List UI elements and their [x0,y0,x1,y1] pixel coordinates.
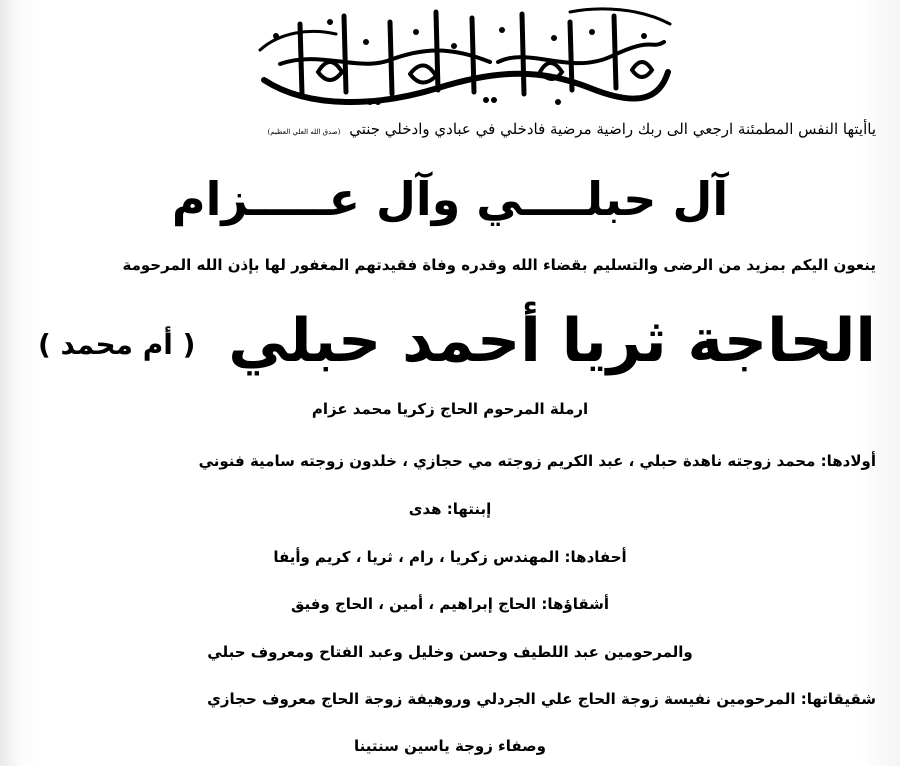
deceased-kunya: ( أم محمد ) [37,327,196,361]
deceased-line [37,306,876,376]
widow-of-line: ارملة المرحوم الحاج زكريا محمد عزام [311,400,589,418]
grandchildren-line: أحفادها: المهندس زكريا ، رام ، ثريا ، كريم وأيفا [273,548,627,566]
quran-verse-line [40,120,876,138]
calligraphy-header-image [240,2,680,114]
sons-line: أولادها: محمد زوجته ناهدة حبلي ، عبد الكريم زوجته مي حجازي ، خلدون زوجته سامية فنوني [198,452,876,470]
deceased-name: الحاجة ثريا أحمد حبلي [228,306,876,376]
daughter-line: إبنتها: هدى [408,500,492,518]
sisters-line: شقيقاتها: المرحومين نفيسة زوجة الحاج علي الجردلي وروهيفة زوجة الحاج معروف حجازي [207,690,876,708]
brothers-line: أشقاؤها: الحاج إبراهيم ، أمين ، الحاج وفيق [290,595,610,613]
verse-citation: (صدق الله العلي العظيم) [267,128,341,136]
families-title: آل حبلــــي وآل عـــــزام [171,172,729,226]
sisters-continuation-line: وصفاء زوجة ياسين سنتينا [354,737,546,755]
quran-verse: ياأيتها النفس المطمئنة ارجعي الى ربك راضية مرضية فادخلي في عبادي وادخلي جنتي [349,120,876,138]
late-brothers-line: والمرحومين عبد اللطيف وحسن وخليل وعبد الفتاح ومعروف حبلي [207,643,693,661]
announcement-text: ينعون اليكم بمزيد من الرضى والتسليم بقضاء الله وقدره وفاة فقيدتهم المغفور لها بإذن الله المرحومة [122,256,876,274]
